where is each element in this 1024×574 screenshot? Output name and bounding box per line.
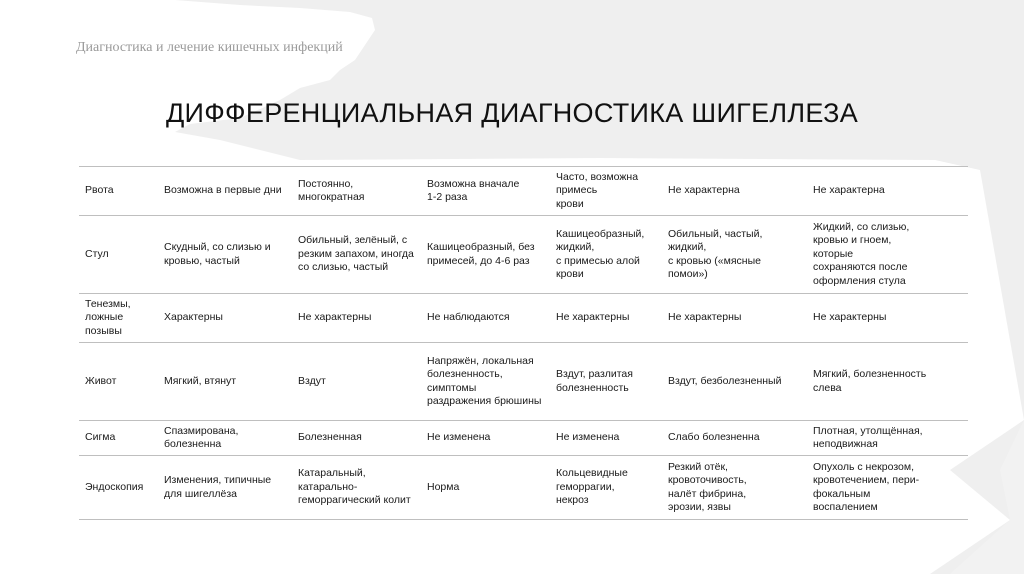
table-cell: Не изменена (421, 421, 550, 456)
table-cell: Скудный, со слизью и кровью, частый (158, 216, 292, 294)
table-cell: Не характерны (807, 294, 968, 343)
table-cell: Кашицеобразный, жидкий, с примесью алой крови (550, 216, 662, 294)
table-cell: Вздут, безболезненный (662, 343, 807, 421)
table-cell: Мягкий, втянут (158, 343, 292, 421)
table-cell: Напряжён, локальная болезненность, симптомы раздражения брюшины (421, 343, 550, 421)
table-cell: Спазмирована, болезненна (158, 421, 292, 456)
table-cell: Часто, возможна примесь крови (550, 167, 662, 216)
table-cell: Кольцевидные геморрагии, некроз (550, 456, 662, 520)
table-cell: Постоянно, многократная (292, 167, 421, 216)
table-cell: Характерны (158, 294, 292, 343)
table-cell: Болезненная (292, 421, 421, 456)
table-row (79, 343, 968, 421)
table-cell: Слабо болезненна (662, 421, 807, 456)
table-cell: Не характерна (807, 167, 968, 216)
table-cell: Вздут, разлитая болезненность (550, 343, 662, 421)
table-cell: Вздут (292, 343, 421, 421)
row-header-cell: Стул (79, 216, 158, 294)
table-cell: Мягкий, болезненность слева (807, 343, 968, 421)
table-row (79, 216, 968, 294)
table-cell: Не наблюдаются (421, 294, 550, 343)
table-cell: Возможна в первые дни (158, 167, 292, 216)
table-row (79, 421, 968, 456)
table-cell: Не характерна (662, 167, 807, 216)
row-header-cell: Эндоскопия (79, 456, 158, 520)
table-row (79, 167, 968, 216)
slide-title: ДИФФЕРЕНЦИАЛЬНАЯ ДИАГНОСТИКА ШИГЕЛЛЕЗА (165, 98, 859, 128)
table-cell: Кашицеобразный, без примесей, до 4-6 раз (421, 216, 550, 294)
table-cell: Плотная, утолщённая, неподвижная (807, 421, 968, 456)
table-cell: Норма (421, 456, 550, 520)
row-header-cell: Тенезмы, ложные позывы (79, 294, 158, 343)
table-cell: Жидкий, со слизью, кровью и гноем, которые сохраняются после оформления стула (807, 216, 968, 294)
table-cell: Опухоль с некрозом, кровотечением, пери- фокальным воспалением (807, 456, 968, 520)
table-cell: Не характерны (662, 294, 807, 343)
row-header-cell: Сигма (79, 421, 158, 456)
table-cell: Не изменена (550, 421, 662, 456)
table-cell: Обильный, частый, жидкий, с кровью («мясные помои») (662, 216, 807, 294)
row-header-cell: Живот (79, 343, 158, 421)
table-row (79, 456, 968, 520)
row-header-cell: Рвота (79, 167, 158, 216)
differential-diagnosis-table (79, 166, 968, 520)
table-cell: Обильный, зелёный, с резким запахом, иногда со слизью, частый (292, 216, 421, 294)
table-cell: Не характерны (292, 294, 421, 343)
table-cell: Катаральный, катарально- геморрагический колит (292, 456, 421, 520)
table-cell: Не характерны (550, 294, 662, 343)
slide-subtitle: Диагностика и лечение кишечных инфекций (76, 40, 343, 55)
table-cell: Резкий отёк, кровоточивость, налёт фибрина, эрозии, язвы (662, 456, 807, 520)
table-cell: Изменения, типичные для шигеллёза (158, 456, 292, 520)
table-row (79, 294, 968, 343)
table-cell: Возможна вначале 1-2 раза (421, 167, 550, 216)
